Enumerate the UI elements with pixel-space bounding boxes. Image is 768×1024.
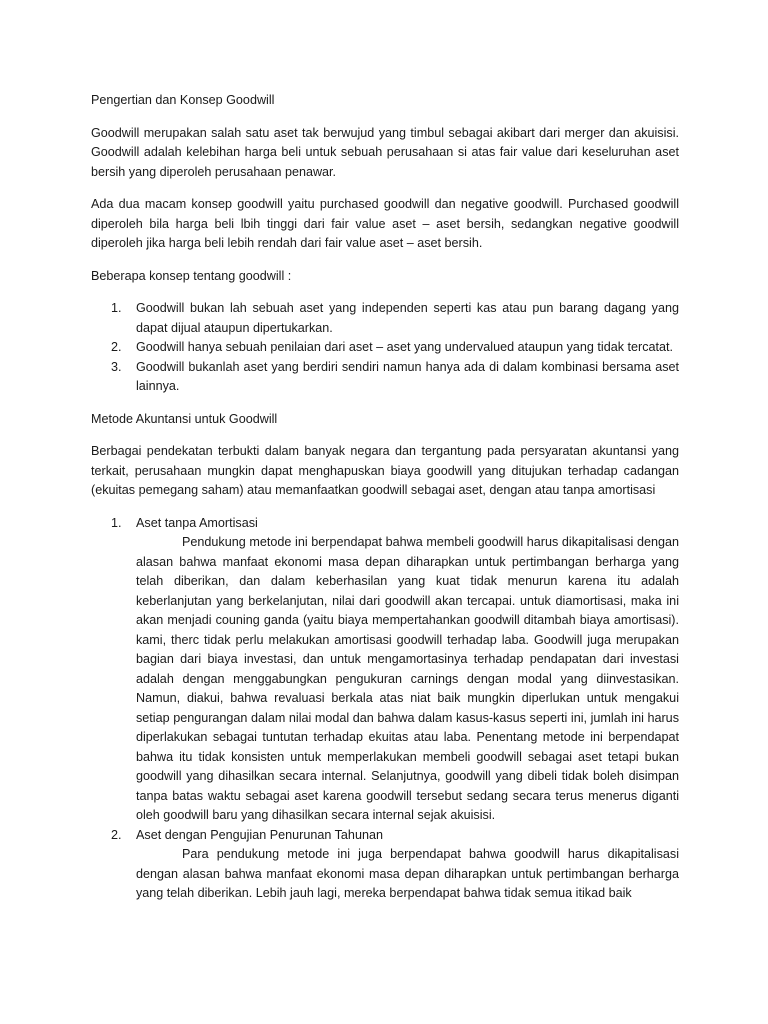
list-item: [91, 338, 679, 358]
section-heading-accounting-method: Metode Akuntansi untuk Goodwill: [91, 411, 278, 426]
method-body: Pendukung metode ini berpendapat bahwa membeli goodwill harus dikapitalisasi dengan alasan bahwa manfaat ekonomi masa depan diharapkan untuk pertimbangan berharga yang telah diberikan, dan dalam keberhasilan yang kuat tidak menurun karena itu adalah keberlanjutan yang berkelanjutan, nilai dari goodwill akan tercapai. untuk diamortisasi, maka ini akan menjadi couning ganda (yaitu biaya mempertahankan goodwill ditambah biaya amortisasi). kami, therc tidak perlu melakukan amortisasi goodwill terhadap laba. Goodwill juga merupakan bagian dari biaya investasi, dan untuk mengamortasinya terhadap pendapatan dari investasi adalah dengan menggabungkan pengukuran carnings dengan modal yang diinvestasikan. Namun, diakui, bahwa revaluasi berkala atas niat baik mungkin diperlukan untuk mengakui setiap pengurangan dalam nilai modal dan bahwa dalam kasus-kasus seperti ini, jumlah ini harus diperlakukan sebagai tuntutan terhadap ekuitas atau laba. Penentang metode ini berpendapat bahwa itu tidak konsisten untuk memperlakukan membeli goodwill sebagai aset tetapi bukan goodwill yang dihasilkan secara internal. Selanjutnya, goodwill yang dibeli tidak boleh disimpan tanpa batas waktu sebagai aset karena goodwill tersebut sedang secara terus menerus diganti oleh goodwill baru yang dihasilkan secara internal sejak akuisisi.: [136, 535, 679, 822]
methods-list: [91, 514, 679, 904]
method-title: Aset dengan Pengujian Penurunan Tahunan: [136, 827, 383, 842]
list-number: 3.: [111, 359, 122, 374]
list-number: 1.: [111, 515, 122, 530]
paragraph-goodwill-types: Ada dua macam konsep goodwill yaitu purchased goodwill dan negative goodwill. Purchased goodwill diperoleh bila harga beli lbih tinggi dari fair value aset – aset bersih, sedangkan negative goodwill diperoleh jika harga beli lebih rendah dari fair value aset – aset bersih.: [91, 197, 679, 250]
list-item: [91, 299, 679, 338]
list-item-text: Goodwill bukanlah aset yang berdiri sendiri namun hanya ada di dalam kombinasi bersama aset lainnya.: [136, 359, 679, 393]
paragraph-goodwill-definition: Goodwill merupakan salah satu aset tak berwujud yang timbul sebagai akibart dari merger dan akuisisi. Goodwill adalah kelebihan harga beli untuk sebuah perusahaan si atas fair value dari keseluruhan aset bersih yang diperoleh perusahaan penawar.: [91, 125, 679, 179]
list-item-text: Goodwill bukan lah sebuah aset yang independen seperti kas atau pun barang dagang yang dapat dijual ataupun dipertukarkan.: [136, 301, 679, 335]
method-body: Para pendukung metode ini juga berpendapat bahwa goodwill harus dikapitalisasi dengan alasan bahwa manfaat ekonomi masa depan diharapkan untuk pertimbangan berharga yang telah diberikan. Lebih jauh lagi, mereka berpendapat bahwa tidak semua itikad baik: [136, 847, 679, 900]
list-item: [91, 826, 679, 904]
list-item: [91, 514, 679, 826]
list-item: [91, 358, 679, 397]
paragraph-concepts-intro: Beberapa konsep tentang goodwill :: [91, 268, 292, 283]
list-number: 2.: [111, 827, 122, 842]
section-heading-goodwill-concept: Pengertian dan Konsep Goodwill: [91, 93, 275, 107]
list-item-text: Goodwill hanya sebuah penilaian dari aset – aset yang undervalued ataupun yang tidak tercatat.: [136, 340, 674, 354]
document-page: [91, 91, 679, 916]
concepts-list: [91, 299, 679, 397]
method-title: Aset tanpa Amortisasi: [136, 515, 258, 530]
list-number: 1.: [111, 301, 122, 315]
list-number: 2.: [111, 340, 122, 354]
paragraph-accounting-approaches: Berbagai pendekatan terbukti dalam banyak negara dan tergantung pada persyaratan akuntansi yang terkait, perusahaan mungkin dapat menghapuskan biaya goodwill yang ditujukan terhadap cadangan (ekuitas pemegang saham) atau memanfaatkan goodwill sebagai aset, dengan atau tanpa amortisasi: [91, 444, 679, 497]
